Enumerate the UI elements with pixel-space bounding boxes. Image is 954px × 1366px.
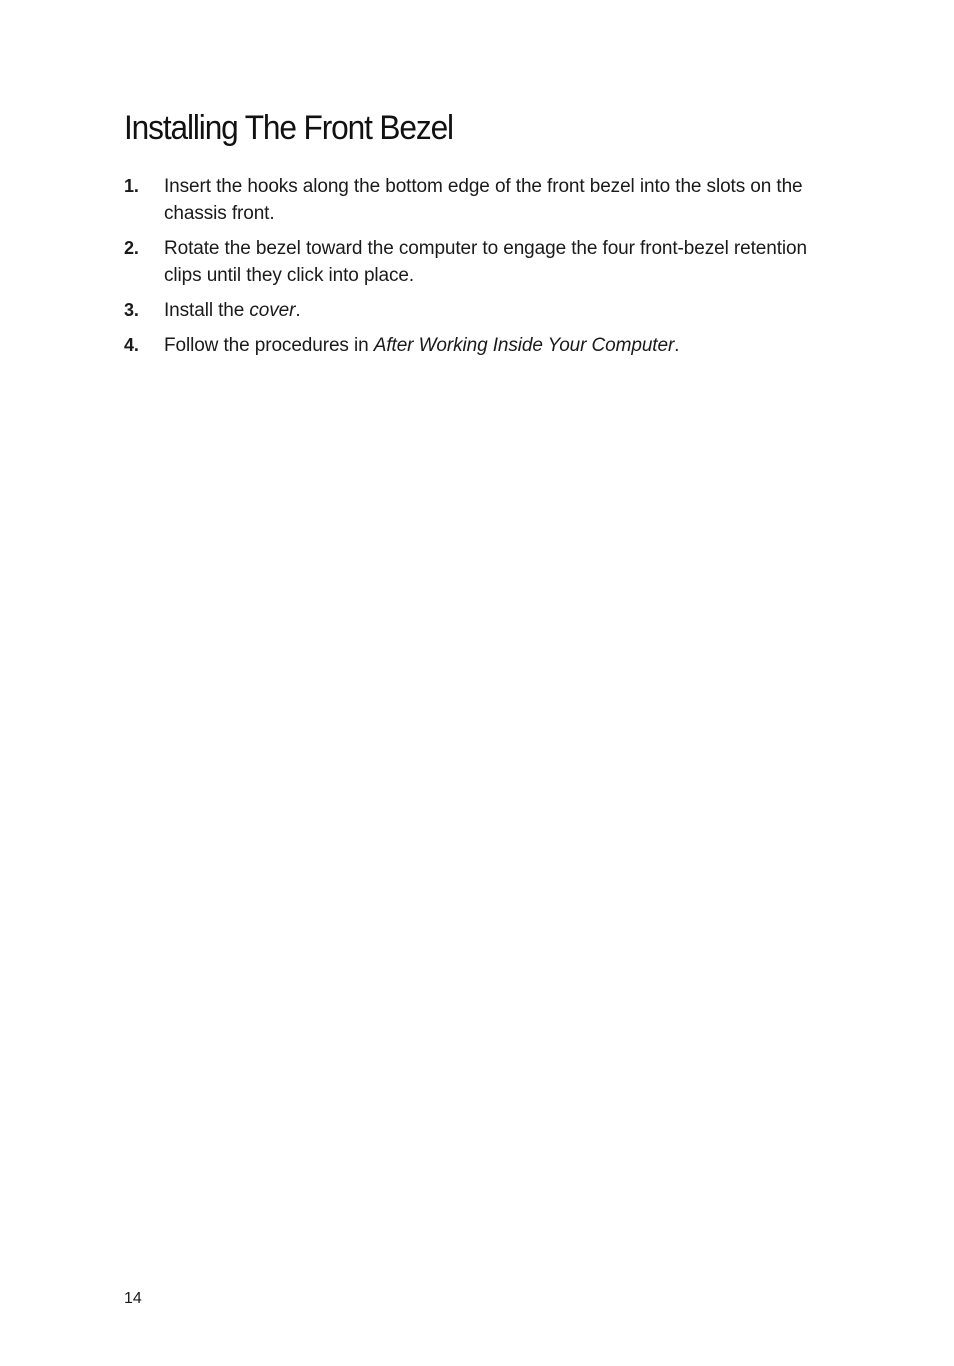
step-item [124, 332, 844, 359]
step-number: 3. [124, 300, 139, 320]
procedure-steps [124, 173, 844, 359]
step-text-prefix: Follow the procedures in [164, 335, 374, 356]
step-number: 4. [124, 335, 139, 355]
page-number: 14 [124, 1290, 142, 1307]
after-working-inside-reference-link[interactable]: After Working Inside Your Computer [373, 335, 675, 356]
step-text [164, 300, 301, 321]
cover-reference-link[interactable]: cover [249, 300, 296, 321]
step-item [124, 235, 844, 289]
step-text-suffix: . [674, 335, 680, 356]
step-text: Insert the hooks along the bottom edge of the front bezel into the slots on the chassis front. [164, 176, 803, 224]
step-number: 1. [124, 176, 139, 196]
step-text-prefix: Install the [164, 300, 250, 321]
step-item [124, 297, 844, 324]
step-text: Rotate the bezel toward the computer to engage the four front-bezel retention clips until they click into place. [164, 238, 807, 286]
step-item [124, 173, 844, 227]
step-text [164, 335, 679, 356]
step-number: 2. [124, 238, 139, 258]
step-text-suffix: . [295, 300, 301, 321]
page-title: Installing The Front Bezel [124, 109, 453, 147]
